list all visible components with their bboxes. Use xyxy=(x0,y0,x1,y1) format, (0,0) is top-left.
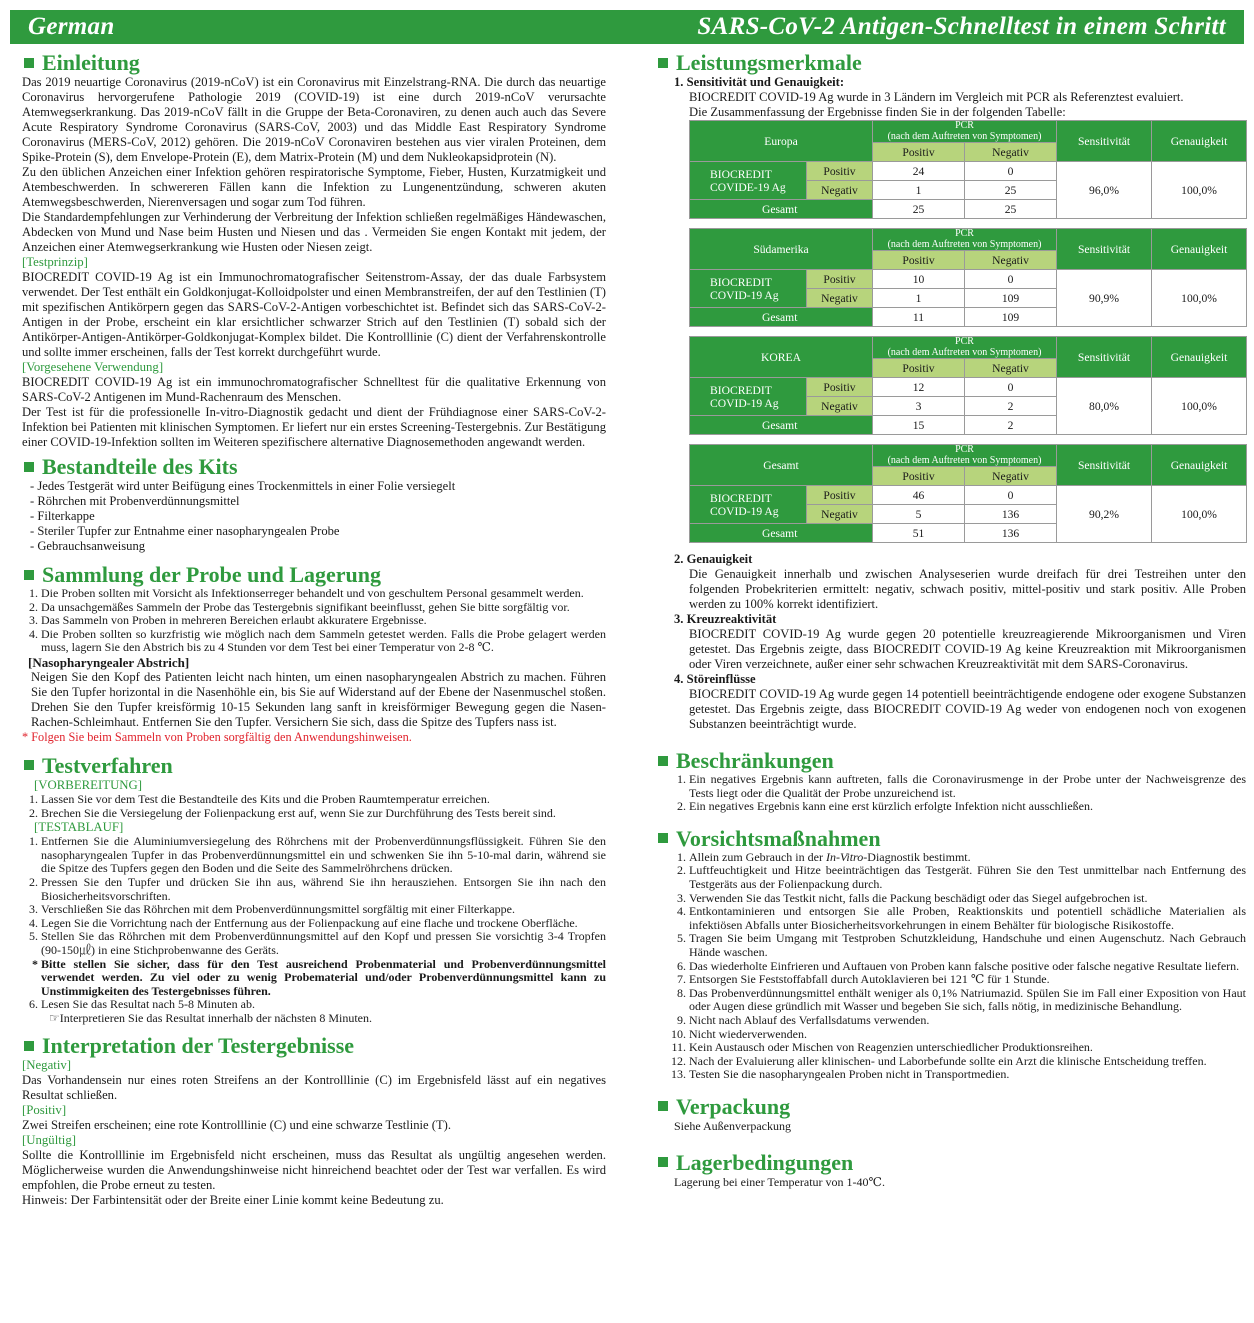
table-cell: 109 xyxy=(965,289,1057,308)
table-cell: 136 xyxy=(965,524,1057,543)
genauigkeit-text: Die Genauigkeit innerhalb und zwischen Analyseserien wurde dreifach für drei Testreihen unter den folgenden Probekriterien ermittelt: negativ, schwach positiv, mittel-positiv und stark positiv. Alle Proben werden zu 100% korrekt identifiziert. xyxy=(689,567,1246,611)
product-cell: BIOCREDIT COVID-19 Ag xyxy=(690,378,807,416)
list-item: 1. Ein negatives Ergebnis kann auftreten, falls die Coronavirusmenge in der Probe unter der Nachweisgrenze des Tests liegt oder die Qualität der Probe unzureichend ist. xyxy=(677,772,1246,800)
list-item: 2. Ein negatives Ergebnis kann eine erst kürzlich erfolgte Infektion nicht ausschließen. xyxy=(677,799,1093,814)
pcr-header: PCR (nach dem Auftreten von Symptomen) xyxy=(873,121,1057,143)
table-cell: 46 xyxy=(873,486,965,505)
square-bullet-icon xyxy=(24,58,34,68)
total-label: Gesamt xyxy=(690,416,873,435)
square-bullet-icon xyxy=(24,462,34,472)
list-item: 5. Tragen Sie beim Umgang mit Testproben Schutzkleidung, Handschuhe und einen Augenschutz. Nach Gebrauch Hände waschen. xyxy=(677,931,1246,959)
row-positive-label: Positiv xyxy=(807,378,873,397)
list-item: 3. Das Sammeln von Proben in mehreren Bereichen erlaubt akkuratere Ergebnisse. xyxy=(29,613,427,628)
list-item: ☞Interpretieren Sie das Resultat innerhalb der nächsten 8 Minuten. xyxy=(49,1010,372,1025)
einleitung-p2: Zu den üblichen Anzeichen einer Infektion gehören respiratorische Symptome, Fieber, Husten, Kurzatmigkeit und Atembeschwerden. In schwereren Fällen kann die Infektion zu Lungenentzündung, schweren akuten Atemwegsbeschwerden, Nierenversagen und sogar zum Tod führen. xyxy=(22,165,606,209)
right-column xyxy=(656,50,1246,1190)
row-negative-label: Negativ xyxy=(807,505,873,524)
table-cell: 24 xyxy=(873,162,965,181)
interpretation-body xyxy=(22,1058,606,1208)
table-cell: 1 xyxy=(873,181,965,200)
vorsicht-list xyxy=(670,851,1246,1082)
accuracy-value: 100,0% xyxy=(1152,162,1247,219)
section-kit-title: Bestandteile des Kits xyxy=(22,454,606,479)
lager-text: Lagerung bei einer Temperatur von 1-40℃. xyxy=(674,1174,885,1189)
pcr-negative-header: Negativ xyxy=(965,251,1057,270)
list-item: 3. Verschließen Sie das Röhrchen mit dem Probenverdünnungsmittel sorgfältig mit einer Filterkappe. xyxy=(29,902,516,917)
list-item: 1. Lassen Sie vor dem Test die Bestandteile des Kits und die Proben Raumtemperatur erreichen. xyxy=(29,791,490,806)
sampling-warning: * Folgen Sie beim Sammeln von Proben sorgfältig den Anwendungshinweisen. xyxy=(22,729,412,744)
kit-item: - Filterkappe xyxy=(30,509,95,523)
section-einleitung-title: Einleitung xyxy=(22,50,606,75)
region-cell: Gesamt xyxy=(690,445,873,486)
section-verpackung-title: Verpackung xyxy=(656,1094,1246,1119)
sammlung-list xyxy=(22,587,606,655)
list-item: 10. Nicht wiederverwenden. xyxy=(671,1026,807,1041)
section-leistung-title: Leistungsmerkmale xyxy=(656,50,1246,75)
kreuz-text: BIOCREDIT COVID-19 Ag wurde gegen 20 potentielle kreuzreagierende Mikroorganismen und Viren getestet. Das Ergebnis zeigte, dass BIOCREDIT COVID-19 Ag keine Kreuzreaktion mit Mikroorganismen oder Viren verzeichnete, außer einer sehr schwachen Kreuzreaktivität mit dem SARS-Coronavirus. xyxy=(689,627,1246,671)
kit-item: - Jedes Testgerät wird unter Beifügung eines Trockenmittels in einer Folie versiegelt xyxy=(30,479,456,493)
performance-table xyxy=(689,120,1247,219)
list-item: 8. Das Probenverdünnungsmittel enthält weniger als 0,1% Natriumazid. Spülen Sie im Fall einer Exposition von Haut oder Augen diese gründlich mit Wasser und begeben Sie sich, falls nötig, in medizinische Behandlung. xyxy=(677,985,1246,1014)
list-item: 2. Da unsachgemäßes Sammeln der Probe das Testergebnis signifikant beeinflusst, gehen Sie bitte sorgfältig vor. xyxy=(29,599,570,614)
row-negative-label: Negativ xyxy=(807,289,873,308)
row-positive-label: Positiv xyxy=(807,486,873,505)
vorbereitung-label: [VORBEREITUNG] xyxy=(34,777,143,792)
table-cell: 0 xyxy=(965,270,1057,289)
ungueltig-label: [Ungültig] xyxy=(22,1133,77,1148)
list-item: 13. Testen Sie die nasopharyngealen Proben nicht in Transportmedien. xyxy=(671,1067,1010,1082)
einleitung-p5: BIOCREDIT COVID-19 Ag ist ein immunochromatografischer Schnelltest für die qualitative Erkennung von SARS-CoV-2 Antigenen im Mund-Rachenraum des Menschen. xyxy=(22,375,606,404)
list-item: 4. Legen Sie die Vorrichtung nach der Entfernung aus der Folienpackung auf eine flache und trockene Oberfläche. xyxy=(29,915,578,930)
list-item: 7. Entsorgen Sie Feststoffabfall durch Autoklavieren bei 121 ℃ für 1 Stunde. xyxy=(677,972,1050,987)
square-bullet-icon xyxy=(658,58,668,68)
pcr-header: PCR (nach dem Auftreten von Symptomen) xyxy=(873,337,1057,359)
region-cell: KOREA xyxy=(690,337,873,378)
table-cell: 0 xyxy=(965,378,1057,397)
testablauf-label: [TESTABLAUF] xyxy=(34,820,124,835)
pcr-positive-header: Positiv xyxy=(873,359,965,378)
table-cell: 2 xyxy=(965,416,1057,435)
positiv-label: [Positiv] xyxy=(22,1103,67,1118)
table-cell: 109 xyxy=(965,308,1057,327)
pcr-positive-header: Positiv xyxy=(873,251,965,270)
square-bullet-icon xyxy=(658,833,668,843)
list-item: 2. Luftfeuchtigkeit und Hitze beeinträchtigen das Testgerät. Führen Sie den Test unmittelbar nach Entfernung des Testgeräts aus der Folienpackung durch. xyxy=(677,863,1246,891)
table-cell: 3 xyxy=(873,397,965,416)
total-label: Gesamt xyxy=(690,200,873,219)
accuracy-value: 100,0% xyxy=(1152,378,1247,435)
table-cell: 25 xyxy=(965,181,1057,200)
list-item: 6. Das wiederholte Einfrieren und Auftauen von Proben kann falsche positive oder falsche negative Resultate liefern. xyxy=(677,958,1240,973)
performance-table xyxy=(689,444,1247,543)
list-item: 4. Die Proben sollten so kurzfristig wie möglich nach dem Sammeln getestet werden. Falls die Probe gelagert werden muss, lagern Sie den Abstrich bis zu 4 Stunden vor dem Test bei einer Temperatur von 2-8 ℃. xyxy=(29,626,606,655)
genauigkeit-heading: 2. Genauigkeit xyxy=(674,552,753,566)
kit-item: - Röhrchen mit Probenverdünnungsmittel xyxy=(30,494,240,508)
pcr-negative-header: Negativ xyxy=(965,359,1057,378)
verwendung-label: [Vorgesehene Verwendung] xyxy=(22,360,164,374)
document-title: SARS-CoV-2 Antigen-Schnelltest in einem Schritt xyxy=(697,13,1226,40)
kit-item: - Steriler Tupfer zur Entnahme einer nasopharyngealen Probe xyxy=(30,524,340,538)
negativ-text: Das Vorhandensein nur eines roten Streifens an der Kontrolllinie (C) im Ergebnisfeld lässt auf ein negatives Resultat schließen. xyxy=(22,1073,606,1103)
pcr-positive-header: Positiv xyxy=(873,467,965,486)
accuracy-header: Genauigkeit xyxy=(1152,337,1247,378)
section-interpretation-title: Interpretation der Testergebnisse xyxy=(22,1033,606,1058)
section-sammlung-title: Sammlung der Probe und Lagerung xyxy=(22,562,606,587)
list-item: 12. Nach der Evaluierung aller klinischen- und Laborbefunde sollte ein Arzt die klinische Entscheidung treffen. xyxy=(671,1053,1207,1068)
list-item: 5. Stellen Sie das Röhrchen mit dem Probenverdünnungsmittel auf den Kopf und pressen Sie vorsichtig 3-4 Tropfen (90-150㎕) in eine Stichprobenwanne des Geräts. xyxy=(29,929,606,957)
prep-list xyxy=(22,793,606,820)
table-cell: 15 xyxy=(873,416,965,435)
product-cell: BIOCREDIT COVIDE-19 Ag xyxy=(690,162,807,200)
list-item: 2. Brechen Sie die Versiegelung der Folienpackung erst auf, wenn Sie zur Durchführung des Tests bereit sind. xyxy=(29,805,556,820)
beschr-list xyxy=(670,773,1246,814)
kreuz-heading: 3. Kreuzreaktivität xyxy=(674,612,777,626)
row-positive-label: Positiv xyxy=(807,270,873,289)
sensitivity-value: 90,2% xyxy=(1057,486,1152,543)
sensitivity-header: Sensitivität xyxy=(1057,337,1152,378)
accuracy-header: Genauigkeit xyxy=(1152,121,1247,162)
square-bullet-icon xyxy=(24,760,34,770)
kit-item: - Gebrauchsanweisung xyxy=(30,539,146,553)
leistung-intro2: Die Zusammenfassung der Ergebnisse finden Sie in der folgenden Tabelle: xyxy=(689,105,1066,119)
region-cell: Südamerika xyxy=(690,229,873,270)
list-item: 6. Lesen Sie das Resultat nach 5-8 Minuten ab. xyxy=(29,997,255,1012)
accuracy-value: 100,0% xyxy=(1152,486,1247,543)
stoer-text: BIOCREDIT COVID-19 Ag wurde gegen 14 potentiell beeinträchtigende endogene oder exogene Substanzen getestet. Das Ergebnis zeigte, dass BIOCREDIT COVID-19 Ag weder von endogenen noch von exogenen Substanzen beeinträchtigt wurde. xyxy=(689,687,1246,731)
table-cell: 0 xyxy=(965,486,1057,505)
einleitung-p4: BIOCREDIT COVID-19 Ag ist ein Immunochromatografischer Seitenstrom-Assay, der das duale Farbsystem verwendet. Der Test enthält ein Goldkonjugat-Kolloidpolster und einen Membranstreifen, der auf den Testlinien (T) mit spezifischen Antikörpern gegen das SARS-CoV-2-Antigen vorbeschichtet ist. Befindet sich das SARS-CoV-2-Antigen in der Probe, erscheint ein klar ersichtlicher schwarzer Strich auf den Testlinien (T) sobald sich der Antikörper-Antigen-Antikörper-Goldkonjugat-Komplex bildet. Die Kontrolllinie (C) dient der Verfahrenskontrolle und sollte immer erscheinen, falls der Test korrekt durchgeführt wurde. xyxy=(22,270,606,359)
stoer-heading: 4. Störeinflüsse xyxy=(674,672,756,686)
list-item: 1. Die Proben sollten mit Vorsicht als Infektionserreger behandelt und von geschultem Personal gesammelt werden. xyxy=(29,586,584,600)
sensitivity-header: Sensitivität xyxy=(1057,229,1152,270)
table-cell: 5 xyxy=(873,505,965,524)
list-item: 9. Nicht nach Ablauf des Verfallsdatums verwenden. xyxy=(677,1012,930,1027)
language-label: German xyxy=(28,13,115,40)
einleitung-p1: Das 2019 neuartige Coronavirus (2019-nCoV) ist ein Coronavirus mit Einzelstrang-RNA. Die durch das neuartige Coronavirus hervorgerufene Pathologie 2019 (COVID-19) ist eine durch 2019-nCoV verursachte Atemwegserkrankung. Das 2019-nCoV fällt in die Gruppe der Beta-Coronaviren, zu denen auch auch das Severe Acute Respiratory Syndrome Coronavirus (SARS-CoV, 2003) und das Middle East Respiratory Syndrome Coronavirus (MERS-CoV, 2012) gehören. Die 2019-nCoV Coronaviren bestehen aus vier viralen Proteinen, dem Spike-Protein (S), dem Envelope-Protein (E), dem Matrix-Protein (M) und dem Nukleokapsidprotein (N). xyxy=(22,75,606,164)
pcr-positive-header: Positiv xyxy=(873,143,965,162)
row-positive-label: Positiv xyxy=(807,162,873,181)
testprinzip-label: [Testprinzip] xyxy=(22,255,88,269)
leistung-intro1: BIOCREDIT COVID-19 Ag wurde in 3 Ländern im Vergleich mit PCR als Referenztest evaluiert. xyxy=(689,90,1184,104)
product-cell: BIOCREDIT COVID-19 Ag xyxy=(690,486,807,524)
sensitivity-value: 96,0% xyxy=(1057,162,1152,219)
section-verfahren-title: Testverfahren xyxy=(22,753,606,778)
performance-tables xyxy=(656,120,1246,543)
sensitivity-header: Sensitivität xyxy=(1057,445,1152,486)
section-vorsicht-title: Vorsichtsmaßnahmen xyxy=(656,826,1246,851)
table-cell: 2 xyxy=(965,397,1057,416)
total-label: Gesamt xyxy=(690,524,873,543)
einleitung-p3: Die Standardempfehlungen zur Verhinderung der Verbreitung der Infektion schließen regelmäßiges Händewaschen, Abdecken von Mund und Nase beim Husten und Niesen und das . Vermeiden Sie engen Kontakt mit jedem, der Anzeichen einer Atemwegserkrankung wie Husten oder Niesen zeigt. xyxy=(22,210,606,254)
sensitivity-value: 80,0% xyxy=(1057,378,1152,435)
table-cell: 51 xyxy=(873,524,965,543)
square-bullet-icon xyxy=(658,756,668,766)
square-bullet-icon xyxy=(24,570,34,580)
sensitivity-header: Sensitivität xyxy=(1057,121,1152,162)
performance-table xyxy=(689,228,1247,327)
einleitung-p6: Der Test ist für die professionelle In-vitro-Diagnostik gedacht und dient der Frühdiagnose einer SARS-CoV-2-Infektion bei Patienten mit klinischen Symptomen. Er liefert nur ein erstes Screening-Testergebnis. Zur Bestätigung einer COVID-19-Infektion sollten im Weiteren spezifischere alternative Diagnosemethoden angewandt werden. xyxy=(22,405,607,449)
list-item: * Bitte stellen Sie sicher, dass für den Test ausreichend Probenmaterial und Probenverdünnungsmittel verwendet werden. Zu viel oder zu wenig Probematerial und/oder Probenverdünnungsmittel kann zu Unstimmigkeiten des Testergebnisses führen. xyxy=(32,956,606,998)
negativ-label: [Negativ] xyxy=(22,1058,72,1073)
list-item: 3. Verwenden Sie das Testkit nicht, falls die Packung beschädigt oder das Siegel aufgebrochen ist. xyxy=(677,890,1148,905)
list-item: 1. Entfernen Sie die Aluminiumversiegelung des Röhrchens mit der Probenverdünnungsflüssigkeit. Führen Sie den nasopharyngealen Tupfer in das Probenverdünnungsmittel ein und schwenken Sie ihn 5-10-mal darin, während sie die Spitze des Tupfers gegen den Boden und die Seite des Sammelröhrchens drücken. xyxy=(29,834,606,876)
section-lager-title: Lagerbedingungen xyxy=(656,1150,1246,1175)
performance-table xyxy=(689,336,1247,435)
total-label: Gesamt xyxy=(690,308,873,327)
sensitivity-heading: 1. Sensitivität und Genauigkeit: xyxy=(674,75,845,89)
pcr-header: PCR (nach dem Auftreten von Symptomen) xyxy=(873,445,1057,467)
pcr-negative-header: Negativ xyxy=(965,467,1057,486)
steps-list xyxy=(22,835,606,1025)
table-cell: 25 xyxy=(873,200,965,219)
table-cell: 1 xyxy=(873,289,965,308)
nasal-text: Neigen Sie den Kopf des Patienten leicht nach hinten, um einen nasopharyngealen Abstrich zu machen. Führen Sie den Tupfer horizontal in die Nasenhöhle ein, bis Sie auf Widerstand auf der Ebene der Nasenmuschel stoßen. Drehen Sie den Tupfer kreisförmig 10-15 Sekunden lang sanft in kreisförmiger Bewegung gegen die Nasen-Rachen-Schleimhaut. Entfernen Sie den Tupfer. Versichern Sie sich, dass die Spitze des Tupfers nass ist. xyxy=(31,669,606,729)
left-column xyxy=(22,50,606,1208)
table-cell: 136 xyxy=(965,505,1057,524)
list-item: 4. Entkontaminieren und entsorgen Sie alle Proben, Reaktionskits und potentiell schädliche Materialien als infektiösen Abfalls unter Biosicherheitsvorkehrungen in einem Behälter für biologische Risikostoffe. xyxy=(677,904,1246,932)
sensitivity-value: 90,9% xyxy=(1057,270,1152,327)
region-cell: Europa xyxy=(690,121,873,162)
pcr-negative-header: Negativ xyxy=(965,143,1057,162)
positiv-text: Zwei Streifen erscheinen; eine rote Kontrolllinie (C) und eine schwarze Testlinie (T). xyxy=(22,1118,452,1133)
accuracy-header: Genauigkeit xyxy=(1152,445,1247,486)
product-cell: BIOCREDIT COVID-19 Ag xyxy=(690,270,807,308)
square-bullet-icon xyxy=(24,1041,34,1051)
table-cell: 10 xyxy=(873,270,965,289)
square-bullet-icon xyxy=(658,1157,668,1167)
header-banner xyxy=(10,10,1244,44)
row-negative-label: Negativ xyxy=(807,181,873,200)
einleitung-body xyxy=(22,75,606,450)
kit-list xyxy=(30,479,606,554)
square-bullet-icon xyxy=(658,1101,668,1111)
ungueltig-text: Sollte die Kontrolllinie im Ergebnisfeld nicht erscheinen, muss das Resultat als ungültig angesehen werden. Möglicherweise wurden die Anwendungshinweise nicht hinreichend beachtet oder der Test war verfallen. Es wird empfohlen, die Probe erneut zu testen. xyxy=(22,1148,606,1193)
accuracy-header: Genauigkeit xyxy=(1152,229,1247,270)
pcr-header: PCR (nach dem Auftreten von Symptomen) xyxy=(873,229,1057,251)
table-cell: 12 xyxy=(873,378,965,397)
hint-text: Hinweis: Der Farbintensität oder der Breite einer Linie kommt keine Bedeutung zu. xyxy=(22,1193,444,1208)
table-cell: 0 xyxy=(965,162,1057,181)
section-beschr-title: Beschränkungen xyxy=(656,748,1246,773)
list-item: 2. Pressen Sie den Tupfer und drücken Sie ihn aus, während Sie ihn herausziehen. Entsorgen Sie ihn nach den Biosicherheitsvorschriften. xyxy=(29,874,606,903)
table-cell: 25 xyxy=(965,200,1057,219)
table-cell: 11 xyxy=(873,308,965,327)
list-item: 11. Kein Austausch oder Mischen von Reagenzien unterschiedlicher Produktionsreihen. xyxy=(671,1040,1093,1055)
verpackung-text: Siehe Außenverpackung xyxy=(674,1118,791,1133)
list-item: 1. Allein zum Gebrauch in der In-Vitro-Diagnostik bestimmt. xyxy=(677,849,971,864)
accuracy-value: 100,0% xyxy=(1152,270,1247,327)
nasal-label: [Nasopharyngealer Abstrich] xyxy=(28,654,190,670)
row-negative-label: Negativ xyxy=(807,397,873,416)
